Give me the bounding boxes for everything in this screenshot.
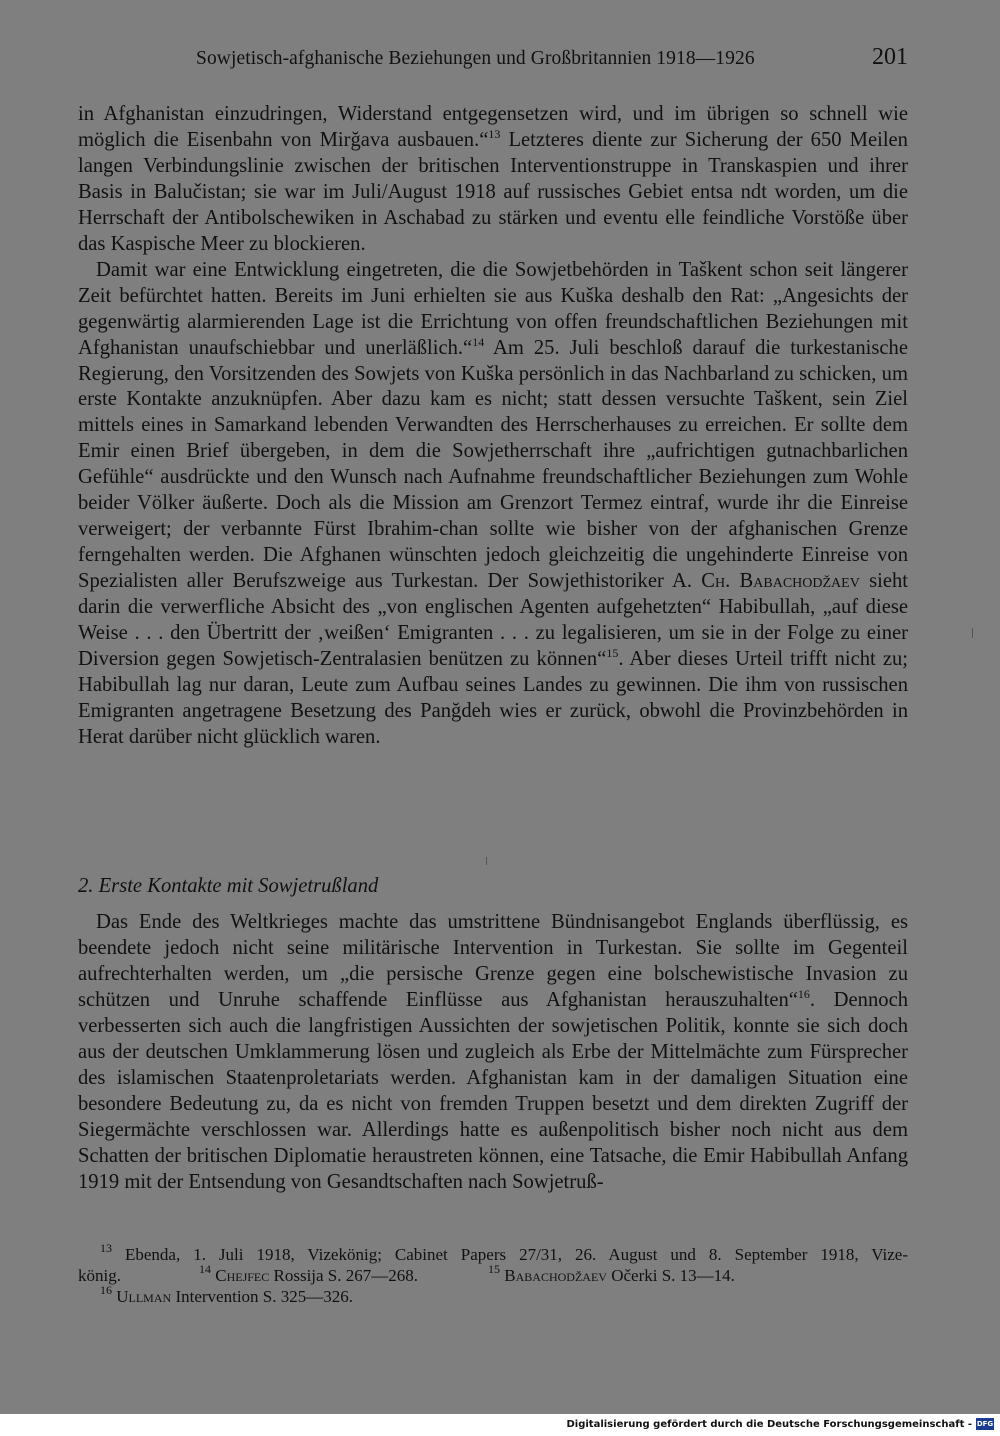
footnote-ref-14: 14 — [472, 334, 485, 349]
credit-bar — [0, 1414, 1000, 1436]
footnote-line-2 — [78, 1262, 908, 1286]
running-title: Sowjetisch-afghanische Beziehungen und Großbritannien 1918—1926 — [196, 48, 755, 69]
footnotes — [78, 1241, 908, 1307]
page-number: 201 — [872, 44, 908, 70]
footnote-14-author: Chejfec — [215, 1266, 270, 1285]
footnote-14-text: Rossija S. 267—268. — [269, 1266, 419, 1285]
paragraph-1 — [78, 102, 908, 258]
section-paragraph-1-text-b: . Dennoch verbesserten sich auch die langfristigen Aussichten der sowjetischen Politik, konnte sie sich doch aus der deutschen Umklammerung lösen und zugleich als Erbe der Mittelmächte zum Fürsprecher des islamischen Staatenproletariats werden. Afghanistan kam in der damaligen Situation eine besondere Bedeutung zu, da es nicht von fremden Truppen besetzt und dem direkten Zugriff der Siegermächte verschlossen war. Allerdings hatte es außenpolitisch bisher noch nicht aus dem Schatten der britischen Diplomatie heraustreten können, eine Tatsache, die Emir Habibullah Anfang 1919 mit der Entsendung von Gesandtschaften nach Sowjetruß- — [78, 988, 909, 1193]
footnote-16 — [78, 1283, 908, 1307]
footnote-15-text: Očerki S. 13—14. — [606, 1266, 735, 1285]
paragraph-2-text-c: sieht darin die verwerfliche Absicht des „von englischen Agenten aufgehetzten“ Habibullah, „auf diese Weise . . . den Übertritt der ‚weißen‘ Emigranten . . . zu legalisieren, um sie in der Folge zu einer Diversion gegen Sowjetisch-Zentralasien benützen zu können“ — [78, 570, 908, 671]
footnote-ref-15: 15 — [606, 646, 619, 661]
paragraph-2-text-b: Am 25. Juli beschloß darauf die turkestanische Regierung, den Vorsitzenden des Sowjets von Kuška persönlich in das Nachbarland zu schicken, um erste Kontakte anzuknüpfen. Aber dazu kam es nicht; statt dessen versuchte Taškent, sein Ziel mittels eines in Samarkand lebenden Verwandten des Herrscherhauses zu erreichen. Er sollte dem Emir einen Brief übergeben, in dem die Sowjetherrschaft ihre „aufrichtigen gutnachbarlichen Gefühle“ ausdrückte und den Wunsch nach Aufnahme freundschaftlicher Beziehungen zum Wohle beider Völker äußerte. Doch als die Mission am Grenzort Termez eintraf, wurde ihr die Einreise verweigert; der verbannte Fürst Ibrahim-chan sollte wie bisher von der afghanischen Grenze ferngehalten werden. Die Afghanen wünschten jedoch gleichzeitig die ungehinderte Einreise von Spezialisten aller Berufszweige aus Turkestan. Der Sowjethistoriker A. — [78, 336, 908, 593]
footnote-16-text: Intervention S. 325—326. — [171, 1287, 353, 1306]
section-paragraph-1 — [78, 910, 908, 1195]
footnote-14-number: 14 — [198, 1262, 211, 1276]
paragraph-2 — [78, 258, 908, 751]
paragraph-2-text-d: . Aber dieses Urteil trifft nicht zu; Habibullah lag nur daran, Leute zum Aufbau seines Landes zu gewinnen. Die ihm von russischen Emigranten angetragene Besetzung des Panğdeh wies er zurück, obwohl die Provinzbehörden in Herat darüber nicht glücklich waren. — [78, 648, 908, 748]
page-header — [78, 44, 908, 78]
dfg-logo-icon: DFG — [976, 1420, 994, 1428]
section-heading: 2. Erste Kontakte mit Sowjetrußland — [78, 875, 379, 897]
section-paragraph-1-text-a: Das Ende des Weltkrieges machte das umstrittene Bündnisangebot Englands überflüssig, es beendete jedoch nicht seine militärische Intervention in Turkestan. Sie sollte im Gegenteil aufrechterhalten werden, um „die persische Grenze gegen eine bolschewistische Invasion zu schützen und Unruhe schaffende Einflüsse aus Afghanistan herauszuhalten“ — [78, 911, 908, 1011]
scan-artifact — [486, 857, 487, 865]
paragraph-1-text-a: in Afghanistan einzudringen, Widerstand entgegensetzen wird, und im übrigen so schnell wie möglich die Eisenbahn von Mirğava ausbauen.“ — [78, 103, 908, 151]
body-text — [78, 102, 908, 751]
footnote-13-continuation: könig. — [78, 1266, 121, 1285]
footnote-13-number: 13 — [100, 1241, 112, 1255]
footnote-ref-13: 13 — [488, 126, 501, 141]
paragraph-2-text-a: Damit war eine Entwicklung eingetreten, die die Sowjetbehörden in Taškent schon seit längerer Zeit befürchtet hatten. Bereits im Juni erhielten sie aus Kuška deshalb den Rat: „Angesichts der gegenwärtig alarmierenden Lage ist die Errichtung von offen freundschaftlichen Beziehungen mit Afghanistan unaufschiebbar und unerläßlich.“ — [78, 258, 908, 359]
footnote-ref-16: 16 — [797, 986, 810, 1001]
author-name: Ch. Babachodžaev — [701, 570, 860, 593]
footnote-15-number: 15 — [488, 1262, 501, 1276]
scan-artifact — [972, 628, 973, 638]
footnote-16-author: Ullman — [116, 1287, 172, 1306]
footnote-15-author: Babachodžaev — [504, 1266, 607, 1285]
section-body — [78, 910, 908, 1195]
footnote-16-number: 16 — [100, 1283, 112, 1297]
dfg-credit-text: Digitalisierung gefördert durch die Deutsche Forschungsgemeinschaft - — [566, 1419, 972, 1430]
footnote-13-text: Ebenda, 1. Juli 1918, Vizekönig; Cabinet Papers 27/31, 26. August und 8. September 1918, Vize- — [112, 1245, 908, 1264]
paragraph-1-text-b: Letzteres diente zur Sicherung der 650 Meilen langen Verbindungslinie zwischen der britischen Interventionstruppe in Transkaspien und ihrer Basis in Balučistan; sie war im Juli/August 1918 auf russisches Gebiet entsa ndt worden, um die Herrschaft der Antibolschewiken in Aschabad zu stärken und eventu elle feindliche Vorstöße über das Kaspische Meer zu blockieren. — [78, 128, 908, 255]
